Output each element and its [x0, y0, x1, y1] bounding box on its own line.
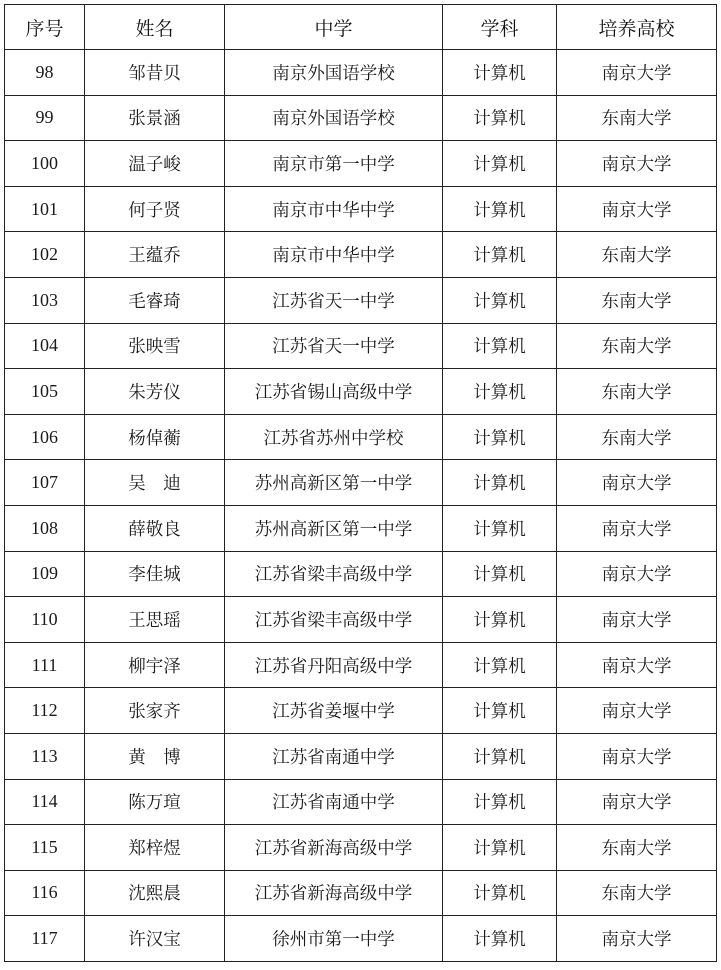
- cell-school: 南京市第一中学: [225, 141, 443, 187]
- cell-name: 朱芳仪: [85, 369, 225, 415]
- cell-name: 何子贤: [85, 186, 225, 232]
- cell-name: 郑梓煜: [85, 825, 225, 871]
- cell-university: 南京大学: [557, 733, 717, 779]
- table-row: [5, 95, 717, 141]
- cell-university: 南京大学: [557, 505, 717, 551]
- student-table: [4, 4, 717, 962]
- table-row: [5, 916, 717, 962]
- cell-school: 江苏省姜堰中学: [225, 688, 443, 734]
- cell-name: 温子峻: [85, 141, 225, 187]
- cell-university: 南京大学: [557, 551, 717, 597]
- cell-school: 徐州市第一中学: [225, 916, 443, 962]
- cell-school: 江苏省天一中学: [225, 277, 443, 323]
- cell-name: 毛睿琦: [85, 277, 225, 323]
- cell-name: 张景涵: [85, 95, 225, 141]
- cell-school: 江苏省南通中学: [225, 733, 443, 779]
- cell-subject: 计算机: [443, 916, 557, 962]
- cell-subject: 计算机: [443, 779, 557, 825]
- header-number: 序号: [5, 5, 85, 50]
- table-row: [5, 277, 717, 323]
- header-subject: 学科: [443, 5, 557, 50]
- cell-university: 南京大学: [557, 642, 717, 688]
- table-body: [5, 50, 717, 962]
- cell-university: 东南大学: [557, 323, 717, 369]
- cell-subject: 计算机: [443, 733, 557, 779]
- cell-subject: 计算机: [443, 186, 557, 232]
- table-row: [5, 232, 717, 278]
- table-row: [5, 186, 717, 232]
- table-row: [5, 505, 717, 551]
- cell-number: 103: [5, 277, 85, 323]
- cell-subject: 计算机: [443, 551, 557, 597]
- cell-number: 117: [5, 916, 85, 962]
- table-row: [5, 141, 717, 187]
- cell-subject: 计算机: [443, 232, 557, 278]
- cell-university: 南京大学: [557, 916, 717, 962]
- cell-school: 江苏省新海高级中学: [225, 825, 443, 871]
- table-row: [5, 688, 717, 734]
- cell-number: 100: [5, 141, 85, 187]
- cell-school: 江苏省苏州中学校: [225, 414, 443, 460]
- cell-number: 104: [5, 323, 85, 369]
- cell-number: 110: [5, 597, 85, 643]
- cell-school: 南京外国语学校: [225, 95, 443, 141]
- cell-number: 112: [5, 688, 85, 734]
- table-row: [5, 369, 717, 415]
- cell-name: 张映雪: [85, 323, 225, 369]
- header-row: [5, 5, 717, 50]
- cell-number: 116: [5, 870, 85, 916]
- cell-name: 李佳城: [85, 551, 225, 597]
- cell-school: 江苏省新海高级中学: [225, 870, 443, 916]
- cell-subject: 计算机: [443, 95, 557, 141]
- student-list-sheet: [4, 4, 717, 962]
- cell-school: 苏州高新区第一中学: [225, 505, 443, 551]
- cell-number: 114: [5, 779, 85, 825]
- cell-number: 111: [5, 642, 85, 688]
- cell-number: 105: [5, 369, 85, 415]
- cell-name: 许汉宝: [85, 916, 225, 962]
- cell-university: 南京大学: [557, 186, 717, 232]
- cell-subject: 计算机: [443, 688, 557, 734]
- cell-name: 柳宇泽: [85, 642, 225, 688]
- cell-subject: 计算机: [443, 50, 557, 96]
- cell-number: 102: [5, 232, 85, 278]
- cell-university: 南京大学: [557, 779, 717, 825]
- table-row: [5, 323, 717, 369]
- cell-university: 东南大学: [557, 870, 717, 916]
- table-row: [5, 460, 717, 506]
- cell-number: 115: [5, 825, 85, 871]
- table-row: [5, 825, 717, 871]
- cell-number: 106: [5, 414, 85, 460]
- cell-name: 吴 迪: [85, 460, 225, 506]
- cell-name: 邹昔贝: [85, 50, 225, 96]
- cell-number: 101: [5, 186, 85, 232]
- cell-university: 南京大学: [557, 597, 717, 643]
- cell-university: 南京大学: [557, 141, 717, 187]
- cell-number: 107: [5, 460, 85, 506]
- table-header: [5, 5, 717, 50]
- cell-university: 东南大学: [557, 95, 717, 141]
- cell-university: 东南大学: [557, 414, 717, 460]
- header-school: 中学: [225, 5, 443, 50]
- cell-subject: 计算机: [443, 369, 557, 415]
- table-row: [5, 551, 717, 597]
- cell-subject: 计算机: [443, 414, 557, 460]
- cell-school: 江苏省丹阳高级中学: [225, 642, 443, 688]
- cell-number: 98: [5, 50, 85, 96]
- table-row: [5, 50, 717, 96]
- cell-number: 109: [5, 551, 85, 597]
- cell-name: 王思瑶: [85, 597, 225, 643]
- cell-subject: 计算机: [443, 277, 557, 323]
- cell-school: 南京外国语学校: [225, 50, 443, 96]
- cell-name: 沈熙晨: [85, 870, 225, 916]
- table-row: [5, 779, 717, 825]
- cell-university: 东南大学: [557, 369, 717, 415]
- cell-school: 江苏省天一中学: [225, 323, 443, 369]
- cell-university: 东南大学: [557, 277, 717, 323]
- cell-name: 王蕴乔: [85, 232, 225, 278]
- cell-subject: 计算机: [443, 597, 557, 643]
- cell-subject: 计算机: [443, 141, 557, 187]
- cell-university: 东南大学: [557, 825, 717, 871]
- cell-subject: 计算机: [443, 323, 557, 369]
- cell-school: 江苏省南通中学: [225, 779, 443, 825]
- table-row: [5, 642, 717, 688]
- cell-school: 江苏省梁丰高级中学: [225, 551, 443, 597]
- cell-name: 黄 博: [85, 733, 225, 779]
- cell-university: 南京大学: [557, 50, 717, 96]
- cell-subject: 计算机: [443, 642, 557, 688]
- cell-subject: 计算机: [443, 825, 557, 871]
- cell-subject: 计算机: [443, 505, 557, 551]
- cell-university: 南京大学: [557, 460, 717, 506]
- table-row: [5, 414, 717, 460]
- cell-name: 陈万瑄: [85, 779, 225, 825]
- cell-school: 南京市中华中学: [225, 232, 443, 278]
- header-name: 姓名: [85, 5, 225, 50]
- cell-number: 108: [5, 505, 85, 551]
- table-row: [5, 597, 717, 643]
- header-university: 培养高校: [557, 5, 717, 50]
- cell-name: 杨倬蘅: [85, 414, 225, 460]
- cell-number: 113: [5, 733, 85, 779]
- cell-name: 薛敬良: [85, 505, 225, 551]
- cell-subject: 计算机: [443, 870, 557, 916]
- cell-school: 苏州高新区第一中学: [225, 460, 443, 506]
- cell-school: 南京市中华中学: [225, 186, 443, 232]
- cell-university: 南京大学: [557, 688, 717, 734]
- cell-school: 江苏省梁丰高级中学: [225, 597, 443, 643]
- table-row: [5, 870, 717, 916]
- cell-number: 99: [5, 95, 85, 141]
- cell-university: 东南大学: [557, 232, 717, 278]
- cell-school: 江苏省锡山高级中学: [225, 369, 443, 415]
- cell-name: 张家齐: [85, 688, 225, 734]
- cell-subject: 计算机: [443, 460, 557, 506]
- table-row: [5, 733, 717, 779]
